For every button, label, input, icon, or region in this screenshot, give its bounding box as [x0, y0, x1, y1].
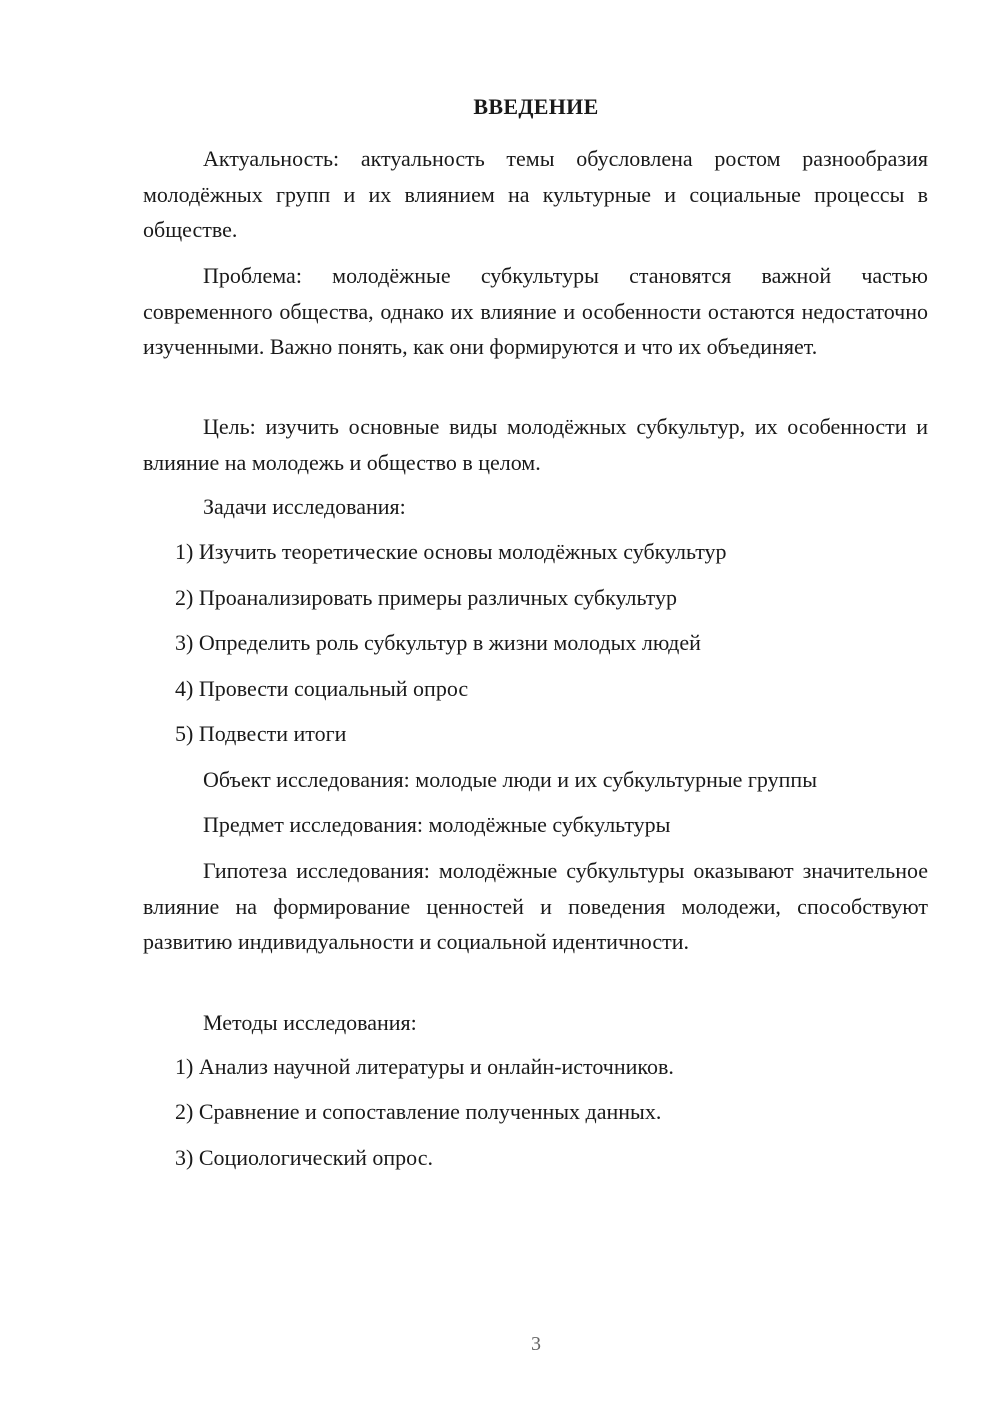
- relevance-paragraph: Актуальность: актуальность темы обусловлена ростом разнообразия молодёжных групп и их влиянием на культурные и социальные процессы в обществе.: [143, 146, 928, 242]
- page-number: 3: [531, 1333, 541, 1355]
- task-item-2: 2) Проанализировать примеры различных субкультур: [175, 585, 677, 610]
- task-item-1: 1) Изучить теоретические основы молодёжных субкультур: [175, 539, 727, 564]
- subject-line: Предмет исследования: молодёжные субкультуры: [203, 812, 671, 837]
- methods-heading: Методы исследования:: [203, 1010, 417, 1035]
- section-title: ВВЕДЕНИЕ: [473, 94, 599, 119]
- method-item-1: 1) Анализ научной литературы и онлайн-источников.: [175, 1054, 674, 1079]
- goal-paragraph: Цель: изучить основные виды молодёжных субкультур, их особенности и влияние на молодежь и общество в целом.: [143, 414, 928, 475]
- hypothesis-paragraph: Гипотеза исследования: молодёжные субкультуры оказывают значительное влияние на формирование ценностей и поведения молодежи, способствуют развитию индивидуальности и социальной идентичности.: [143, 858, 928, 954]
- task-item-4: 4) Провести социальный опрос: [175, 676, 469, 701]
- method-item-3: 3) Социологический опрос.: [175, 1145, 433, 1170]
- task-item-3: 3) Определить роль субкультур в жизни молодых людей: [175, 630, 701, 655]
- problem-paragraph: Проблема: молодёжные субкультуры становятся важной частью современного общества, однако их влияние и особенности остаются недостаточно изученными. Важно понять, как они формируются и что их объединяет.: [143, 263, 928, 359]
- task-item-5: 5) Подвести итоги: [175, 721, 347, 746]
- tasks-heading: Задачи исследования:: [203, 494, 406, 519]
- object-line: Объект исследования: молодые люди и их субкультурные группы: [203, 767, 817, 792]
- method-item-2: 2) Сравнение и сопоставление полученных данных.: [175, 1099, 662, 1124]
